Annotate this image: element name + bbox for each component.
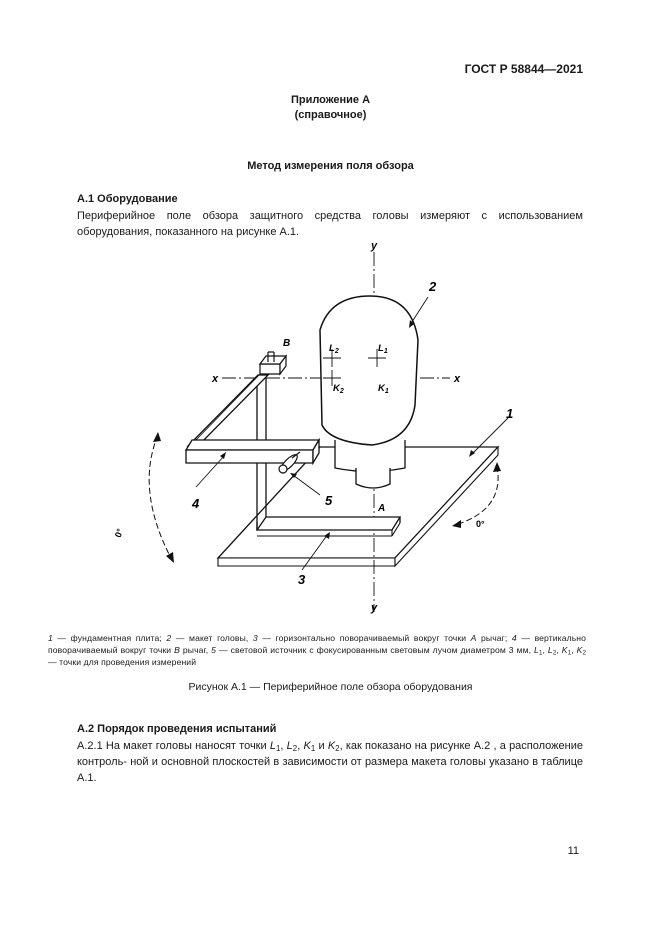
head-model [320,296,418,445]
neck-base [356,468,390,488]
page-number: 11 [567,845,579,857]
annex-title: Приложение А [290,94,371,106]
label-angle-left: 0° [112,527,126,539]
label-k1: $K_1$ [378,383,389,395]
figure-legend: 1 — фундаментная плита; 2 — макет головы, 3 — горизонтально поворачиваемый вокруг точки A рычаг; 4 — вертикально поворачиваемый вокруг точки B рычаг, 5 — световой источник с фокусированным световым лучом диаметром 3 мм, $L_1$, $L_2$, $K_1$, $K_2$ — точки для проведения измерений [48,633,587,667]
lever-3 [257,517,400,530]
label-x-right: x [454,373,461,385]
section-a2-heading: А.2 Порядок проведения испытаний [77,723,277,735]
section-a1-text: Периферийное поле обзора защитного средства головы измеряют с использованием оборудования, показанного на рисунке А.1. [77,210,583,238]
label-l1: $L_1$ [378,343,388,355]
pivot-b-block [260,364,280,374]
lever-4 [186,440,319,450]
label-k2: $K_2$ [333,383,344,395]
label-x-left: x [212,373,219,385]
label-y-top: y [371,240,378,252]
figure-a1 [0,235,661,630]
annex-heading [0,93,661,123]
label-y-bottom: y [371,602,378,614]
label-l2: $L_2$ [329,343,339,355]
section-a1-heading: А.1 Оборудование [77,193,178,205]
label-b: B [283,338,291,349]
label-a: A [378,503,386,514]
label-angle-right: 0° [476,519,485,529]
section-a2-paragraph: А.2.1 На макет головы наносят точки $L_1$, $L_2$, $K_1$ и $K_2$, как показано на рисунке А.2 , а расположение контроль- ной и основной плоскостей в зависимости от размера макета головы указано в таблице А.1. [77,740,583,784]
label-3: 3 [298,572,306,587]
method-title: Метод измерения поля обзора [247,160,414,172]
annex-subtitle: (справочное) [294,109,367,121]
label-4: 4 [192,496,200,511]
label-2: 2 [429,279,437,294]
standard-number: ГОСТ Р 58844—2021 [464,62,583,76]
label-5: 5 [325,493,333,508]
figure-caption: Рисунок А.1 — Периферийное поле обзора оборудования [188,681,473,693]
base-plate-edge [218,558,395,566]
label-1: 1 [506,406,514,421]
